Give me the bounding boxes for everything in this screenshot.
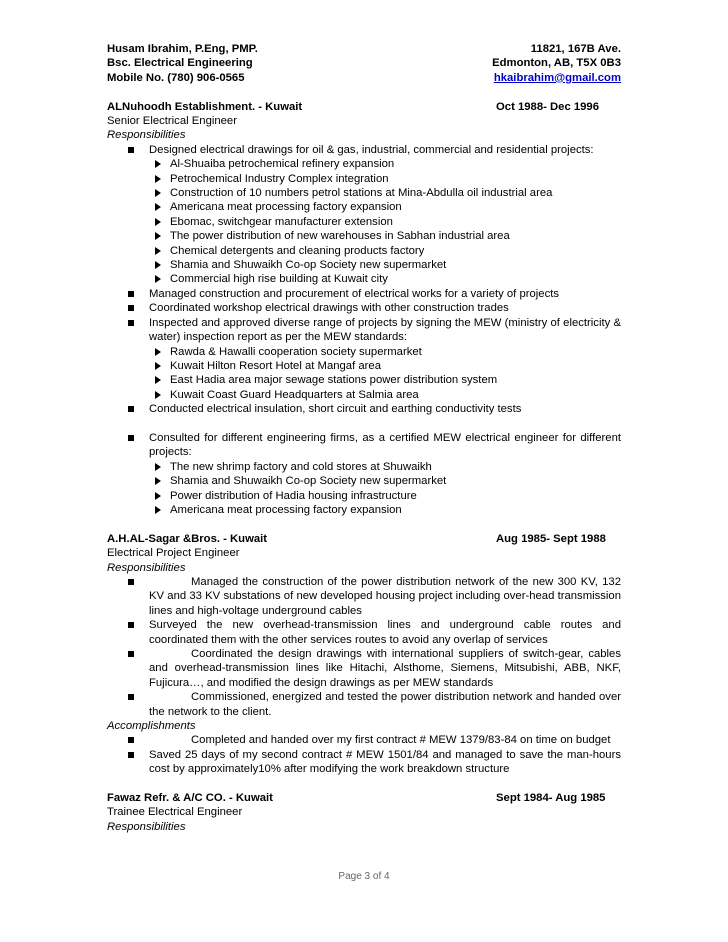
list-item: Managed construction and procurement of electrical works for a variety of projects [149, 287, 621, 301]
responsibilities-label: Responsibilities [107, 129, 186, 142]
mobile-number: Mobile No. (780) 906-0565 [107, 71, 245, 84]
list-item: Completed and handed over my first contract # MEW 1379/83-84 on time on budget [149, 733, 621, 747]
list-item: Kuwait Coast Guard Headquarters at Salmia area [170, 388, 621, 402]
list-item: East Hadia area major sewage stations power distribution system [170, 373, 621, 387]
accomplishments-list [107, 733, 621, 776]
list-item: Rawda & Hawalli cooperation society supermarket [170, 345, 621, 359]
responsibilities-list [107, 431, 621, 517]
email-link[interactable]: hkaibrahim@gmail.com [493, 71, 621, 84]
list-item: Surveyed the new overhead-transmission lines and underground cable routes and coordinated them with the other services routes to avoid any overlap of services [149, 619, 621, 646]
applicant-name: Husam Ibrahim, P.Eng, PMP. [107, 43, 258, 55]
list-item: Commercial high rise building at Kuwait city [170, 272, 621, 286]
job-dates: Sept 1984- Aug 1985 [496, 792, 606, 805]
contact-header [107, 42, 621, 85]
list-item: Shamia and Shuwaikh Co-op Society new supermarket [170, 258, 621, 272]
job-title: Senior Electrical Engineer [107, 115, 237, 128]
job-section [107, 791, 621, 834]
responsibilities-label: Responsibilities [107, 561, 186, 574]
list-item: The power distribution of new warehouses in Sabhan industrial area [170, 229, 621, 243]
responsibilities-list [107, 575, 621, 719]
company-name: Fawaz Refr. & A/C CO. - Kuwait [107, 792, 273, 805]
list-item: Coordinated workshop electrical drawings with other construction trades [149, 301, 621, 315]
accomplishments-label: Accomplishments [107, 720, 196, 733]
resume-page [107, 42, 621, 834]
company-name: ALNuhoodh Establishment. - Kuwait [107, 100, 303, 113]
list-item: Al-Shuaiba petrochemical refinery expansion [170, 157, 621, 171]
list-item: Petrochemical Industry Complex integration [170, 172, 621, 186]
job-section [107, 100, 621, 518]
job-title: Trainee Electrical Engineer [107, 806, 243, 819]
list-item: Ebomac, switchgear manufacturer extension [170, 215, 621, 229]
project-list [149, 345, 621, 403]
job-section [107, 532, 621, 777]
applicant-degree: Bsc. Electrical Engineering [107, 57, 253, 70]
list-item: Shamia and Shuwaikh Co-op Society new supermarket [170, 474, 621, 488]
list-item: Kuwait Hilton Resort Hotel at Mangaf area [170, 359, 621, 373]
list-item: Managed the construction of the power distribution network of the new 300 KV, 132 KV and 33 KV substations of new developed housing project including over-head transmission lines and high-voltage underground cables [149, 575, 621, 617]
job-title: Electrical Project Engineer [107, 547, 240, 560]
job-dates: Aug 1985- Sept 1988 [496, 532, 606, 545]
list-item: Construction of 10 numbers petrol stations at Mina-Abdulla oil industrial area [170, 186, 621, 200]
project-list [149, 157, 621, 287]
list-item: Power distribution of Hadia housing infrastructure [170, 489, 621, 503]
company-name: A.H.AL-Sagar &Bros. - Kuwait [107, 532, 268, 545]
list-item: Chemical detergents and cleaning products factory [170, 244, 621, 258]
list-item: Conducted electrical insulation, short circuit and earthing conductivity tests [149, 402, 621, 416]
list-item: Americana meat processing factory expansion [170, 503, 621, 517]
list-item: Consulted for different engineering firms, as a certified MEW electrical engineer for different projects: The new shrimp factory and cold stores at Shuwaikh Shamia and Shuwaikh Co-op Society new supermarket Power distribution of Hadia housing infrastructure Americana meat processing factory expansion [149, 431, 621, 516]
address-city: Edmonton, AB, T5X 0B3 [492, 57, 621, 70]
project-list [149, 460, 621, 518]
list-item: Americana meat processing factory expansion [170, 200, 621, 214]
responsibilities-list [107, 143, 621, 417]
list-item: Coordinated the design drawings with international suppliers of switch-gear, cables and overhead-transmission lines like Hitachi, Alsthome, Siemens, Mitsubishi, ABB, NKF, Fujicura…, and modified the design drawings as per MEW standards [149, 648, 621, 689]
list-item: Commissioned, energized and tested the power distribution network and handed over the network to the client. [149, 691, 621, 718]
page-number: Page 3 of 4 [338, 871, 390, 882]
list-item: Designed electrical drawings for oil & gas, industrial, commercial and residential projects: Al-Shuaiba petrochemical refinery expansion Petrochemical Industry Complex integration Construction of 10 numbers petrol stations at Mina-Abdulla oil industrial area Americana meat processing factory expansion Ebomac, switchgear manufacturer extension The power distribution of new warehouses in Sabhan industrial area Chemical detergents and cleaning products factory Shamia and Shuwaikh Co-op Society new supermarket Commercial high rise building at Kuwait city [149, 143, 621, 287]
list-item: Inspected and approved diverse range of projects by signing the MEW (ministry of electricity & water) inspection report as per the MEW standards: Rawda & Hawalli cooperation society supermarket Kuwait Hilton Resort Hotel at Mangaf area East Hadia area major sewage stations power distribution system Kuwait Coast Guard Headquarters at Salmia area [149, 316, 621, 401]
responsibilities-label: Responsibilities [107, 820, 186, 833]
job-dates: Oct 1988- Dec 1996 [496, 100, 599, 113]
list-item: Saved 25 days of my second contract # MEW 1501/84 and managed to save the man-hours cost by approximately10% after modifying the work breakdown structure [149, 748, 621, 776]
address-street: 11821, 167B Ave. [530, 43, 621, 55]
list-item: The new shrimp factory and cold stores at Shuwaikh [170, 460, 621, 474]
